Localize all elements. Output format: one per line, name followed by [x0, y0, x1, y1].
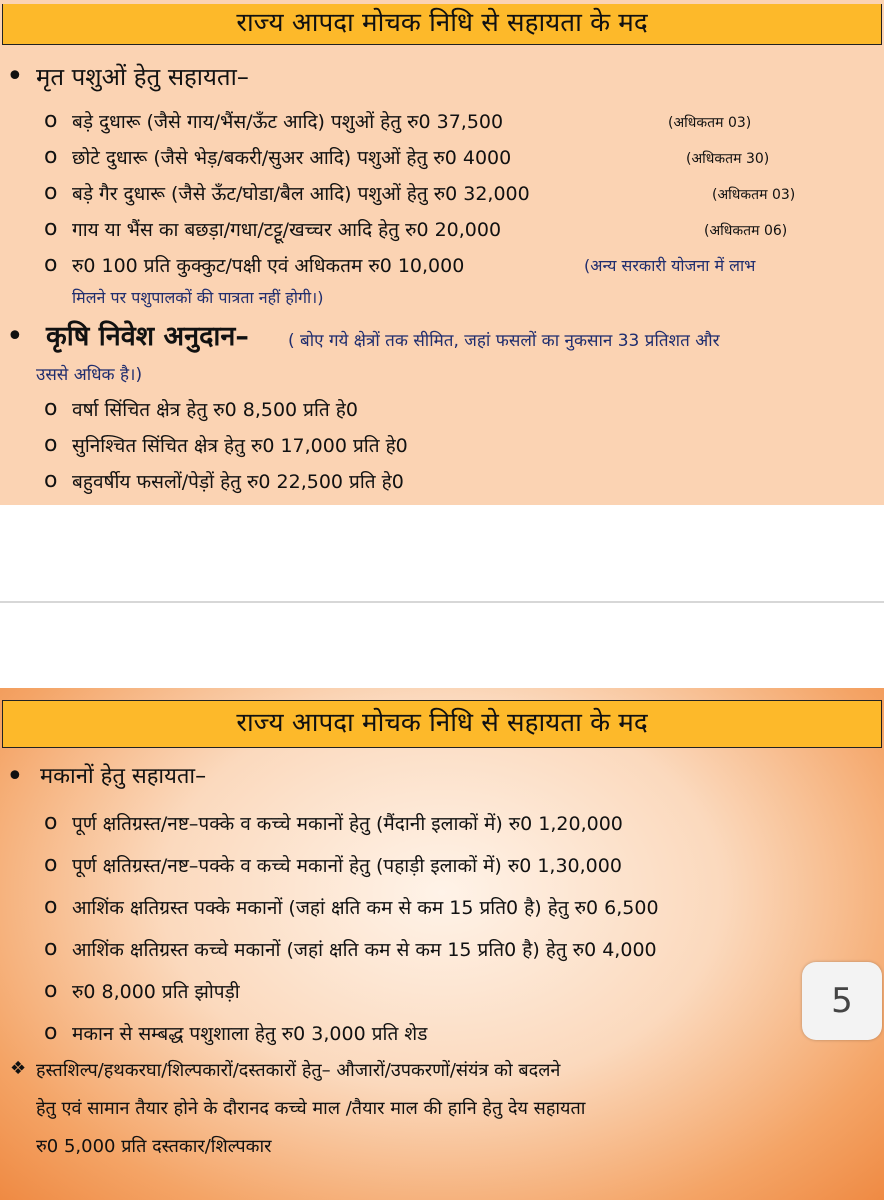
list-item-text: आशिंक क्षतिग्रस्त पक्के मकानों (जहां क्षति कम से कम 15 प्रति0 है) हेतु रु0 6,500: [72, 897, 659, 919]
list-item-note: (अन्य सरकारी योजना में लाभ: [584, 256, 756, 275]
list-item-text: सुनिश्चित सिंचित क्षेत्र हेतु रु0 17,000 प्रति हे0: [72, 435, 408, 457]
handicraft-line-1: हस्तशिल्प/हथकरघा/शिल्पकारों/दस्तकारों हेतु– औजारों/उपकरणों/संयंत्र को बदलने: [36, 1060, 561, 1081]
section-heading-note-continued: उससे अधिक है।): [36, 365, 143, 385]
sub-bullet-icon: o: [44, 108, 58, 133]
list-item-text: छोटे दुधारू (जैसे भेड़/बकरी/सुअर आदि) पशुओं हेतु रु0 4000: [72, 147, 512, 169]
list-item-note-continued: मिलने पर पशुपालकों की पात्रता नहीं होगी।): [72, 288, 324, 307]
sub-bullet-icon: o: [44, 810, 58, 835]
sub-bullet-icon: o: [44, 144, 58, 169]
slide-2: [0, 688, 884, 1200]
page-number-badge: 5: [802, 962, 882, 1040]
sub-bullet-icon: o: [44, 396, 58, 421]
sub-bullet-icon: o: [44, 432, 58, 457]
list-item-text: पूर्ण क्षतिग्रस्त/नष्ट–पक्के व कच्चे मकानों हेतु (मैंदानी इलाकों में) रु0 1,20,000: [72, 813, 623, 835]
section-heading-text: कृषि निवेश अनुदान–: [46, 321, 249, 352]
section-heading-agri-input: [6, 319, 876, 356]
diamond-bullet-icon: ❖: [10, 1058, 27, 1079]
section-heading-text: मृत पशुओं हेतु सहायता–: [36, 63, 249, 91]
slide-1-title: राज्य आपदा मोचक निधि से सहायता के मद: [2, 4, 882, 45]
slide-1: [0, 0, 884, 505]
sub-bullet-icon: o: [44, 936, 58, 961]
slide-divider: [0, 601, 884, 603]
sub-bullet-icon: o: [44, 180, 58, 205]
slide-2-title: राज्य आपदा मोचक निधि से सहायता के मद: [2, 700, 882, 748]
list-item-text: मकान से सम्बद्ध पशुशाला हेतु रु0 3,000 प्रति शेड: [72, 1023, 428, 1045]
handicraft-line-2: हेतु एवं सामान तैयार होने के दौरानद कच्चे माल /तैयार माल की हानि हेतु देय सहायता: [36, 1098, 586, 1119]
sub-bullet-icon: o: [44, 216, 58, 241]
bullet-icon: •: [6, 59, 24, 94]
handicraft-line-3: रु0 5,000 प्रति दस्तकार/शिल्पकार: [36, 1136, 272, 1157]
list-item-text: बहुवर्षीय फसलों/पेड़ों हेतु रु0 22,500 प्रति हे0: [72, 471, 404, 493]
list-item-text: बड़े गैर दुधारू (जैसे ऊँट/घोडा/बैल आदि) पशुओं हेतु रु0 32,000: [72, 183, 530, 205]
list-item-text: रु0 8,000 प्रति झोपड़ी: [72, 981, 240, 1003]
sub-bullet-icon: o: [44, 468, 58, 493]
list-item-note: (अधिकतम 03): [712, 187, 796, 203]
list-item-note: (अधिकतम 03): [668, 115, 752, 131]
sub-bullet-icon: o: [44, 978, 58, 1003]
list-item-text: रु0 100 प्रति कुक्कुट/पक्षी एवं अधिकतम रु0 10,000: [72, 255, 465, 277]
list-item-text: आशिंक क्षतिग्रस्त कच्चे मकानों (जहां क्षति कम से कम 15 प्रति0 है) हेतु रु0 4,000: [72, 939, 657, 961]
list-item-note: (अधिकतम 30): [686, 151, 770, 167]
list-item-text: पूर्ण क्षतिग्रस्त/नष्ट–पक्के व कच्चे मकानों हेतु (पहाड़ी इलाकों में) रु0 1,30,000: [72, 855, 622, 877]
list-item-text: वर्षा सिंचित क्षेत्र हेतु रु0 8,500 प्रति हे0: [72, 399, 358, 421]
sub-bullet-icon: o: [44, 252, 58, 277]
section-heading-text: मकानों हेतु सहायता–: [40, 764, 207, 789]
list-item-note: (अधिकतम 06): [704, 223, 788, 239]
bullet-icon: •: [6, 759, 24, 794]
section-heading-note: ( बोए गये क्षेत्रों तक सीमित, जहां फसलों का नुकसान 33 प्रतिशत और: [288, 331, 720, 351]
sub-bullet-icon: o: [44, 852, 58, 877]
bullet-icon: •: [6, 319, 24, 354]
sub-bullet-icon: o: [44, 894, 58, 919]
section-heading-housing: [6, 759, 406, 794]
sub-bullet-icon: o: [44, 1020, 58, 1045]
list-item-text: गाय या भैंस का बछड़ा/गधा/टट्टू/खच्चर आदि हेतु रु0 20,000: [72, 219, 502, 241]
section-heading-dead-livestock: [6, 59, 506, 94]
list-item-text: बड़े दुधारू (जैसे गाय/भैंस/ऊँट आदि) पशुओं हेतु रु0 37,500: [72, 111, 504, 133]
